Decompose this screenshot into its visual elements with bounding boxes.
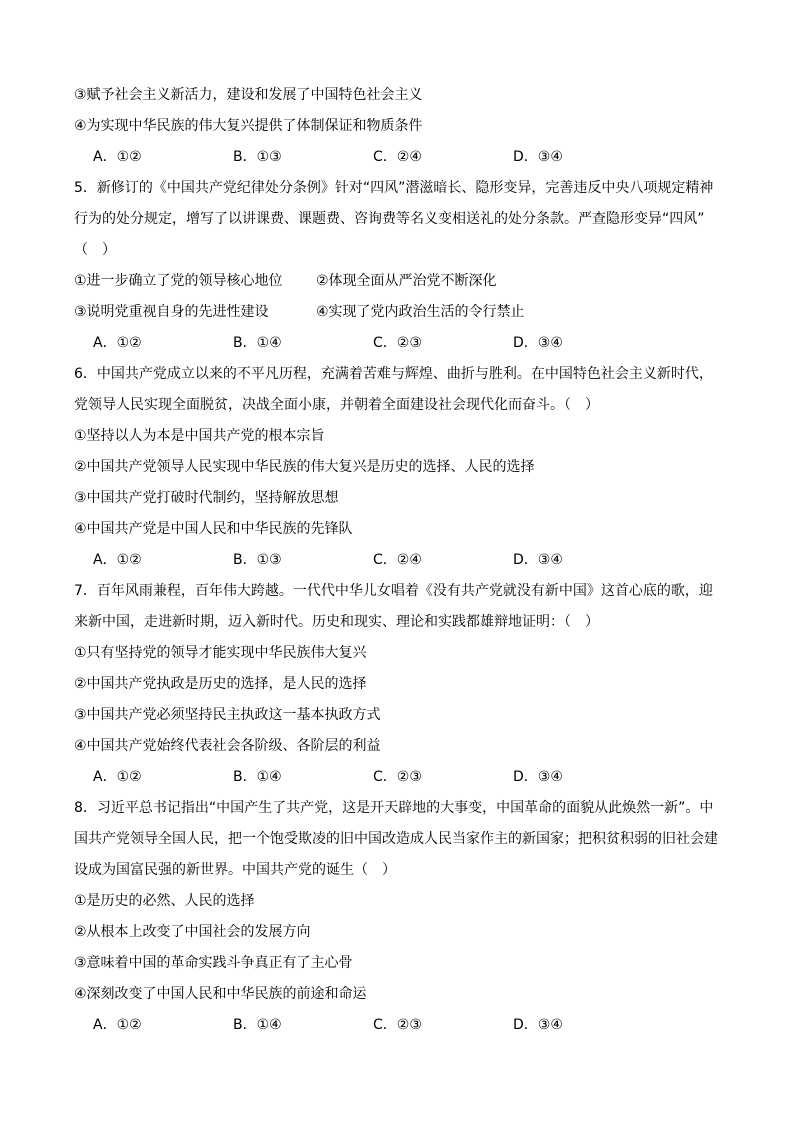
answer-options xyxy=(74,1010,720,1041)
question-5 xyxy=(74,173,720,359)
option-b: B．①④ xyxy=(233,1017,282,1033)
statement: ②体现全面从严治党不断深化 xyxy=(316,273,497,289)
question-stem: 7．百年风雨兼程，百年伟大跨越。一代代中华儿女唱着《没有共产党就没有新中国》这首心底的歌，迎 xyxy=(74,583,713,599)
question-6 xyxy=(74,359,720,576)
option-d: D．③④ xyxy=(513,1017,563,1033)
answer-options xyxy=(74,142,720,173)
option-c: C．②③ xyxy=(373,335,422,351)
option-b: B．①③ xyxy=(233,552,282,568)
statement: ③说明党重视自身的先进性建设 xyxy=(74,304,269,320)
option-c: C．②④ xyxy=(373,149,422,165)
option-b: B．①④ xyxy=(233,335,282,351)
question-stem: 党领导人民实现全面脱贫，决战全面小康，并朝着全面建设社会现代化而奋斗。（ ） xyxy=(74,397,599,413)
option-b: B．①③ xyxy=(233,149,282,165)
statement: ④中国共产党始终代表社会各阶级、各阶层的利益 xyxy=(74,738,381,754)
question-prev xyxy=(74,80,720,173)
option-d: D．③④ xyxy=(513,552,563,568)
option-d: D．③④ xyxy=(513,149,563,165)
statement: ①是历史的必然、人民的选择 xyxy=(74,893,255,909)
option-a: A．①② xyxy=(93,769,142,785)
option-a: A．①② xyxy=(93,552,142,568)
option-d: D．③④ xyxy=(513,335,563,351)
answer-options xyxy=(74,762,720,793)
question-stem: 国共产党领导全国人民，把一个饱受欺凌的旧中国改造成人民当家作主的新国家；把积贫积弱的旧社会建 xyxy=(74,831,718,847)
statement: ②中国共产党执政是历史的选择，是人民的选择 xyxy=(74,676,367,692)
option-c: C．②③ xyxy=(373,769,422,785)
statement: ④为实现中华民族的伟大复兴提供了体制保证和物质条件 xyxy=(74,118,423,134)
option-a: A．①② xyxy=(93,1017,142,1033)
question-stem: 8．习近平总书记指出“中国产生了共产党，这是开天辟地的大事变，中国革命的面貌从此焕然一新”。中 xyxy=(74,800,714,816)
statement: ④深刻改变了中国人民和中华民族的前途和命运 xyxy=(74,986,367,1002)
statement-row xyxy=(74,266,720,297)
question-stem: 5．新修订的《中国共产党纪律处分条例》针对“四风”潜滋暗长、隐形变异，完善违反中央八项规定精神 xyxy=(74,180,714,196)
question-7 xyxy=(74,576,720,793)
statement: ④中国共产党是中国人民和中华民族的先锋队 xyxy=(74,521,353,537)
statement: ④实现了党内政治生活的令行禁止 xyxy=(316,304,525,320)
question-stem: 设成为国富民强的新世界。中国共产党的诞生（ ） xyxy=(74,862,396,878)
question-8 xyxy=(74,793,720,1041)
statement: ①进一步确立了党的领导核心地位 xyxy=(74,273,283,289)
answer-options xyxy=(74,328,720,359)
option-a: A．①② xyxy=(93,149,142,165)
statement: ②从根本上改变了中国社会的发展方向 xyxy=(74,924,311,940)
answer-options xyxy=(74,545,720,576)
statement: ③中国共产党打破时代制约，坚持解放思想 xyxy=(74,490,339,506)
option-c: C．②④ xyxy=(373,552,422,568)
question-stem: 来新中国，走进新时期，迈入新时代。历史和现实、理论和实践都雄辩地证明：（ ） xyxy=(74,614,599,630)
statement-row xyxy=(74,297,720,328)
statement: ③意味着中国的革命实践斗争真正有了主心骨 xyxy=(74,955,353,971)
option-a: A．①② xyxy=(93,335,142,351)
option-c: C．②③ xyxy=(373,1017,422,1033)
statement: ①只有坚持党的领导才能实现中华民族伟大复兴 xyxy=(74,645,367,661)
option-d: D．③④ xyxy=(513,769,563,785)
statement: ②中国共产党领导人民实现中华民族的伟大复兴是历史的选择、人民的选择 xyxy=(74,459,535,475)
statement: ①坚持以人为本是中国共产党的根本宗旨 xyxy=(74,428,325,444)
question-stem: （ ） xyxy=(74,242,116,258)
statement: ③中国共产党必须坚持民主执政这一基本执政方式 xyxy=(74,707,381,723)
question-stem: 6．中国共产党成立以来的不平凡历程，充满着苦难与辉煌、曲折与胜利。在中国特色社会主义新时代， xyxy=(74,366,713,382)
option-b: B．①④ xyxy=(233,769,282,785)
question-stem: 行为的处分规定，增写了以讲课费、课题费、咨询费等名义变相送礼的处分条款。严查隐形变异“四风” xyxy=(74,211,705,227)
statement: ③赋予社会主义新活力，建设和发展了中国特色社会主义 xyxy=(74,87,423,103)
